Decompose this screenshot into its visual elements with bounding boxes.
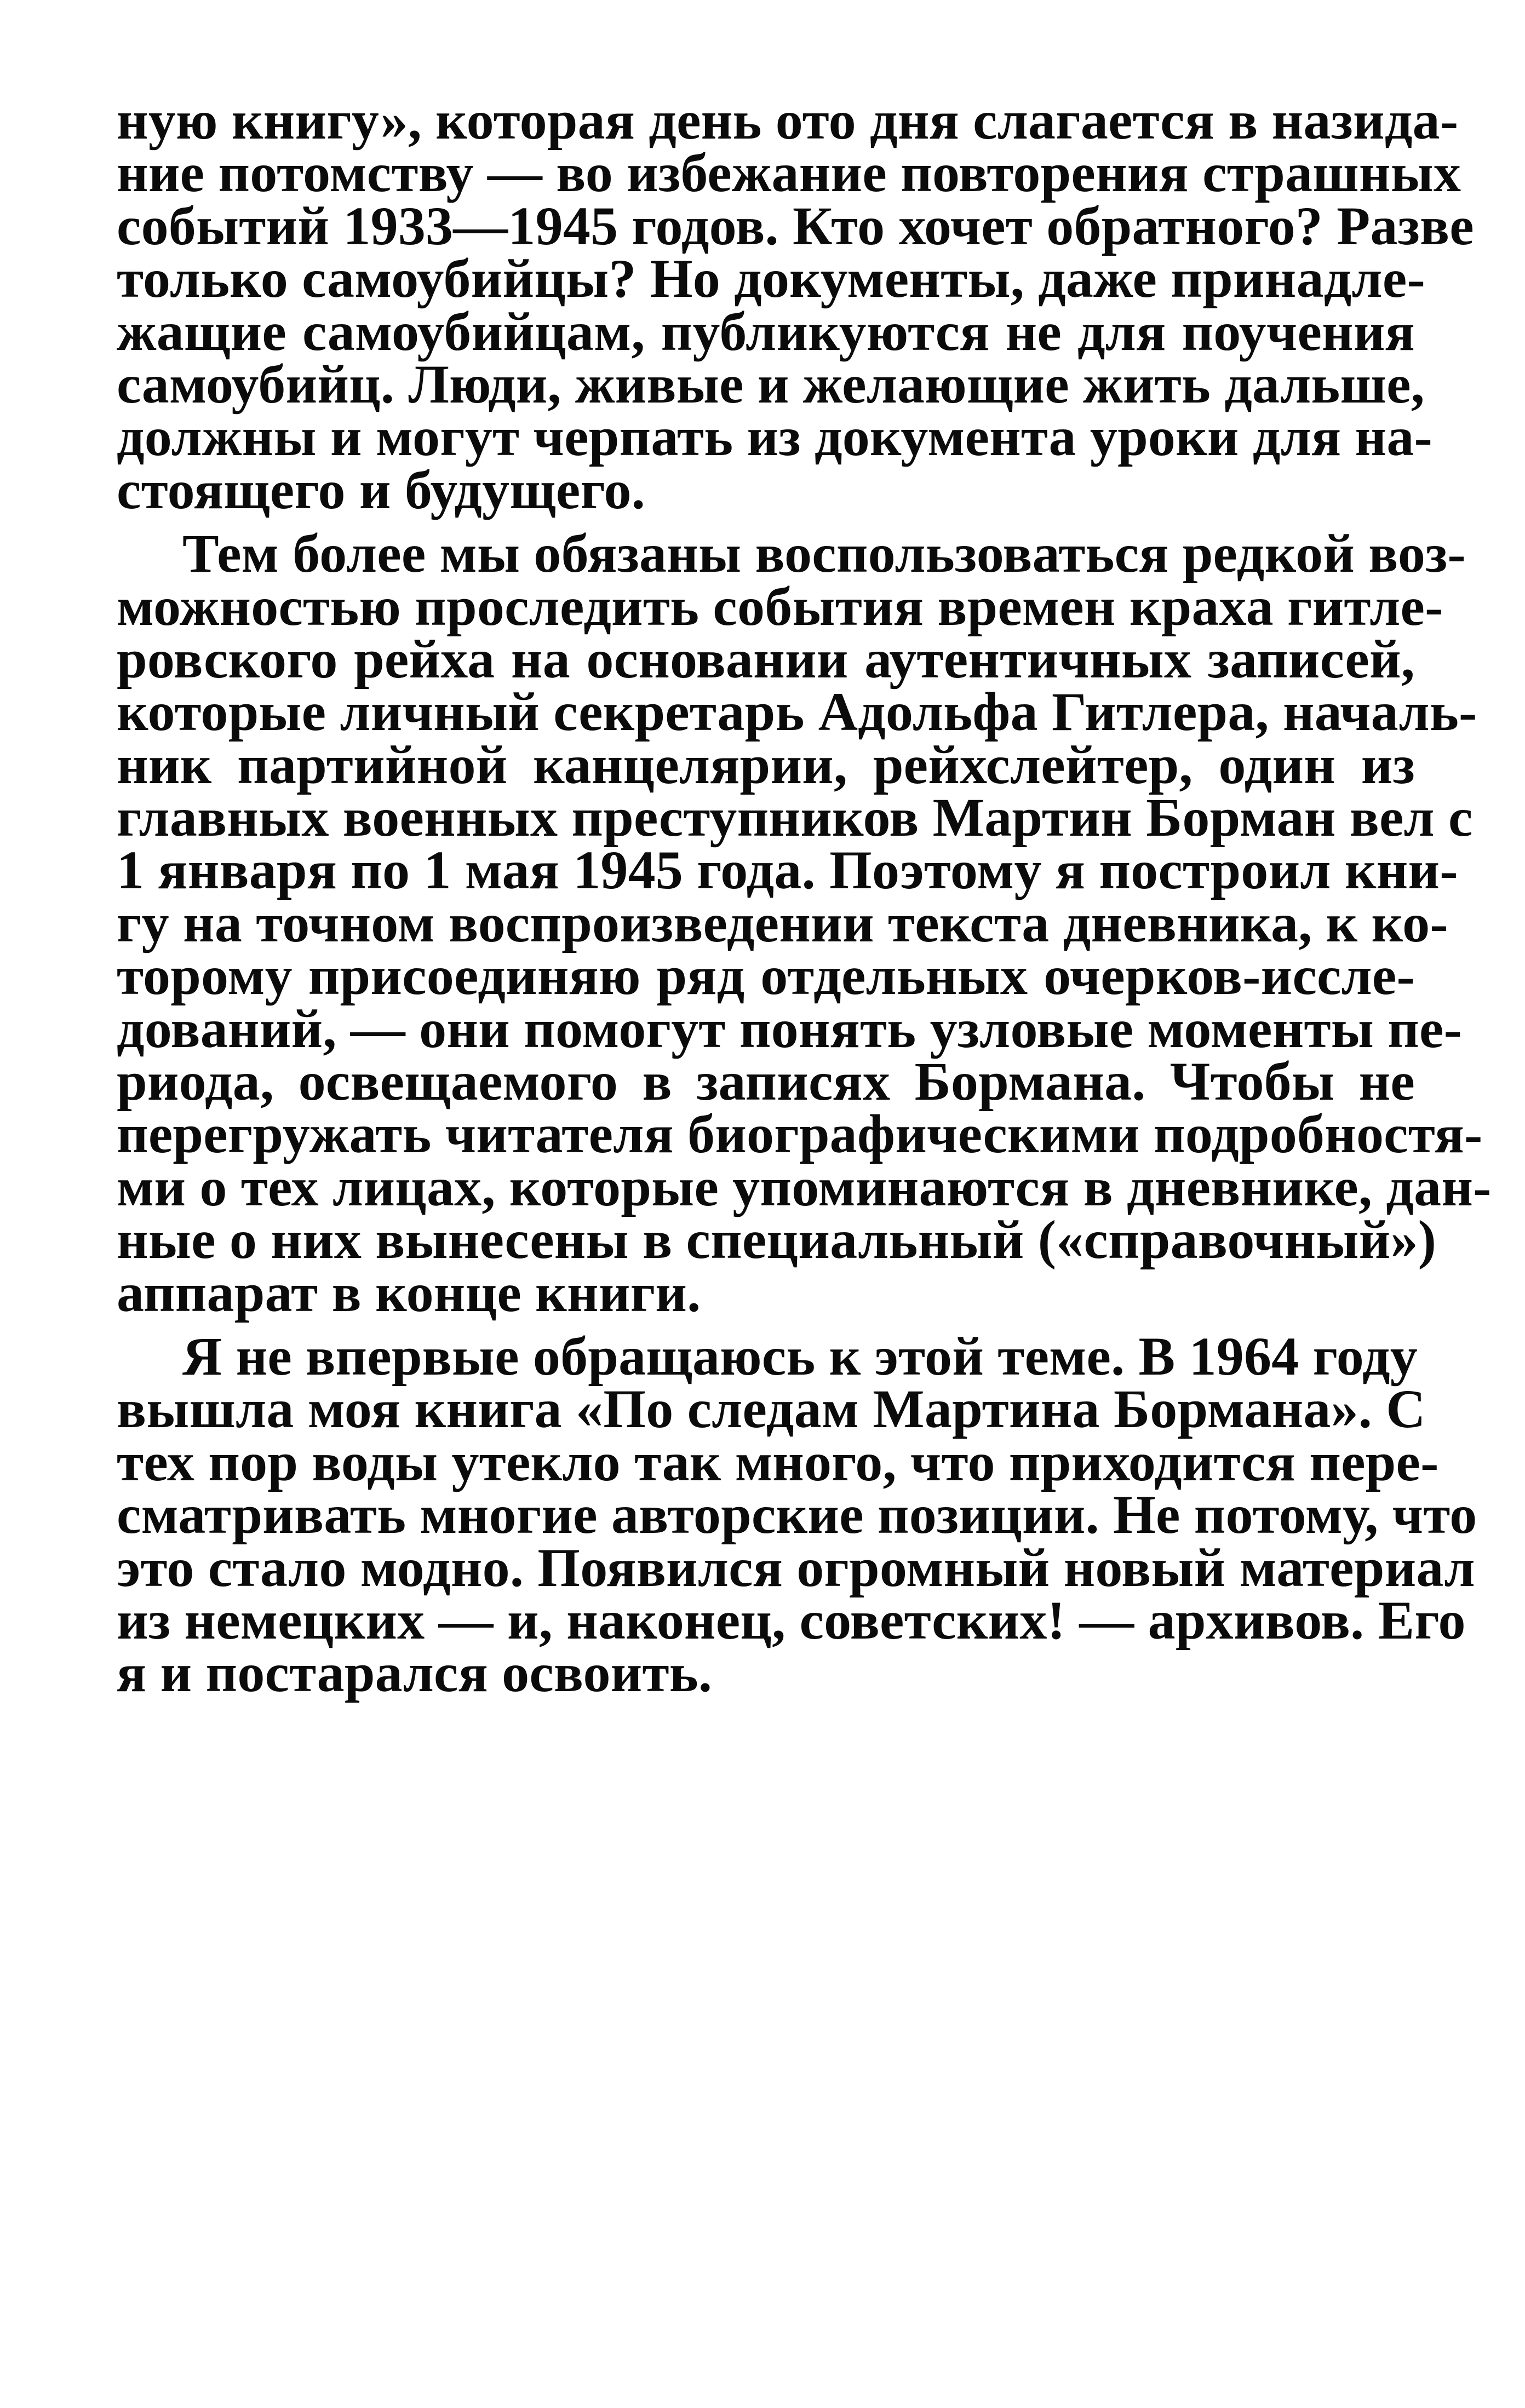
paragraph bbox=[117, 523, 1492, 1323]
text-line: ную книгу», которая день ото дня слагается в назида- bbox=[117, 90, 1459, 151]
paragraph bbox=[117, 1325, 1477, 1704]
text-line: самоубийц. Люди, живые и желающие жить дальше, bbox=[117, 353, 1425, 415]
text-line: из немецких — и, наконец, советских! — архивов. Его bbox=[117, 1589, 1466, 1651]
text-line: Тем более мы обязаны воспользоваться редкой воз- bbox=[182, 523, 1466, 584]
paragraph bbox=[117, 90, 1474, 520]
text-line: я и постарался освоить. bbox=[117, 1642, 713, 1704]
text-line: главных военных преступников Мартин Борман вел с bbox=[117, 787, 1473, 848]
text-line: риода, освещаемого в записях Бормана. Чтобы не bbox=[117, 1051, 1415, 1112]
text-line: Я не впервые обращаюсь к этой теме. В 1964 году bbox=[182, 1325, 1418, 1387]
text-line: ник партийной канцелярии, рейхслейтер, один из bbox=[117, 734, 1415, 795]
text-line: можностью проследить события времен краха гитле- bbox=[117, 576, 1443, 637]
text-line: сматривать многие авторские позиции. Не потому, что bbox=[117, 1484, 1477, 1545]
text-line: должны и могут черпать из документа уроки для на- bbox=[117, 406, 1433, 468]
text-line: гу на точном воспроизведении текста дневника, к ко- bbox=[117, 892, 1448, 953]
text-line: стоящего и будущего. bbox=[117, 459, 645, 520]
text-line: вышла моя книга «По следам Мартина Бормана». С bbox=[117, 1378, 1426, 1440]
text-line: ные о них вынесены в специальный («справочный») bbox=[117, 1209, 1437, 1271]
text-line: это стало модно. Появился огромный новый материал bbox=[117, 1537, 1475, 1598]
text-line: ровского рейха на основании аутентичных записей, bbox=[117, 628, 1415, 689]
text-line: торому присоединяю ряд отдельных очерков-иссле- bbox=[117, 945, 1415, 1007]
text-line: ми о тех лицах, которые упоминаются в дневнике, дан- bbox=[117, 1156, 1492, 1217]
text-line: которые личный секретарь Адольфа Гитлера, началь- bbox=[117, 681, 1477, 743]
text-line: событий 1933—1945 годов. Кто хочет обратного? Разве bbox=[117, 195, 1474, 256]
text-line: жащие самоубийцам, публикуются не для поучения bbox=[117, 301, 1415, 362]
text-line: тех пор воды утекло так много, что приходится пере- bbox=[117, 1431, 1439, 1492]
text-line: аппарат в конце книги. bbox=[117, 1262, 701, 1323]
text-line: 1 января по 1 мая 1945 года. Поэтому я построил кни- bbox=[117, 840, 1458, 901]
text-line: дований, — они помогут понять узловые моменты пе- bbox=[117, 998, 1463, 1059]
text-line: перегружать читателя биографическими подробностя- bbox=[117, 1104, 1483, 1165]
text-line: ние потомству — во избежание повторения страшных bbox=[117, 142, 1461, 204]
text-line: только самоубийцы? Но документы, даже принадле- bbox=[117, 248, 1425, 309]
body-text bbox=[117, 90, 1492, 1704]
